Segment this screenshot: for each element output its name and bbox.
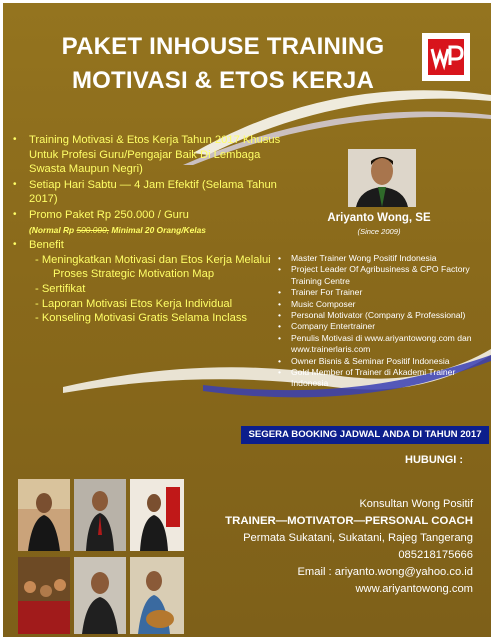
benefit-sub: - Konseling Motivasi Gratis Selama Inclass (35, 312, 248, 325)
gallery-photo (130, 479, 184, 551)
trainer-role: TRAINER—MOTIVATOR—PERSONAL COACH (225, 515, 473, 527)
trainer-since: (Since 2009) (357, 227, 401, 236)
benefit-list (13, 133, 281, 326)
photo-gallery (18, 479, 184, 634)
booking-banner: SEGERA BOOKING JADWAL ANDA DI TAHUN 2017 (241, 426, 489, 444)
credential-item: • Master Trainer Wong Positif Indonesia (275, 253, 489, 264)
credential-item: • Penulis Motivasi di www.ariyantowong.com dan www.trainerlaris.com (275, 333, 489, 356)
gallery-photo (74, 479, 126, 551)
benefit-item: • Training Motivasi & Etos Kerja Tahun 2017 Khusus Untuk Profesi Guru/Pengajar Baik Di Lembaga Swasta Maupun Negri) (13, 133, 281, 177)
benefit-item: • Setiap Hari Sabtu — 4 Jam Efektif (Selama Tahun 2017) (13, 178, 281, 207)
trainer-photo (348, 149, 416, 207)
email-address: Email : ariyanto.wong@yahoo.co.id (297, 566, 473, 578)
credential-item: • Company Entertrainer (275, 321, 489, 332)
promo-note: (Normal Rp 500.000, Minimal 20 Orang/Kelas (29, 224, 206, 235)
website-link[interactable]: www.ariyantowong.com (355, 583, 473, 595)
gallery-photo (74, 557, 126, 634)
company-name: Konsultan Wong Positif (359, 498, 473, 510)
credential-item: • Trainer For Trainer (275, 287, 489, 298)
benefit-item: • Promo Paket Rp 250.000 / Guru (13, 208, 281, 223)
address: Permata Sukatani, Sukatani, Rajeg Tangerang (243, 532, 473, 544)
gallery-photo (130, 557, 184, 634)
gallery-photo (18, 479, 70, 551)
gallery-photo (18, 557, 70, 634)
credential-item: • Gold Member of Trainer di Akademi Trainer Indonesia (275, 367, 489, 390)
credential-item: • Personal Motivator (Company & Professional) (275, 310, 489, 321)
credential-item: • Project Leader Of Agribusiness & CPO Factory Training Centre (275, 264, 489, 287)
credential-item: • Owner Bisnis & Seminar Positif Indonesia (275, 356, 489, 367)
credential-item: • Music Composer (275, 299, 489, 310)
title-line-2: MOTIVASI & ETOS KERJA (71, 67, 375, 94)
phone-number: 085218175666 (398, 549, 473, 561)
wp-logo-icon (422, 33, 470, 81)
benefit-sub: - Meningkatkan Motivasi dan Etos Kerja Melalui Proses Strategic Motivation Map (35, 253, 271, 281)
poster (3, 3, 491, 637)
benefit-sub: - Laporan Motivasi Etos Kerja Individual (35, 297, 233, 310)
credential-list (275, 253, 489, 390)
title-line-1: PAKET INHOUSE TRAINING (61, 33, 385, 60)
trainer-name: Ariyanto Wong, SE (327, 212, 431, 224)
benefit-sub: - Sertifikat (35, 282, 86, 295)
contact-heading: HUBUNGI : (405, 454, 464, 466)
benefit-item: • Benefit (13, 238, 281, 253)
contact-block (199, 496, 473, 598)
